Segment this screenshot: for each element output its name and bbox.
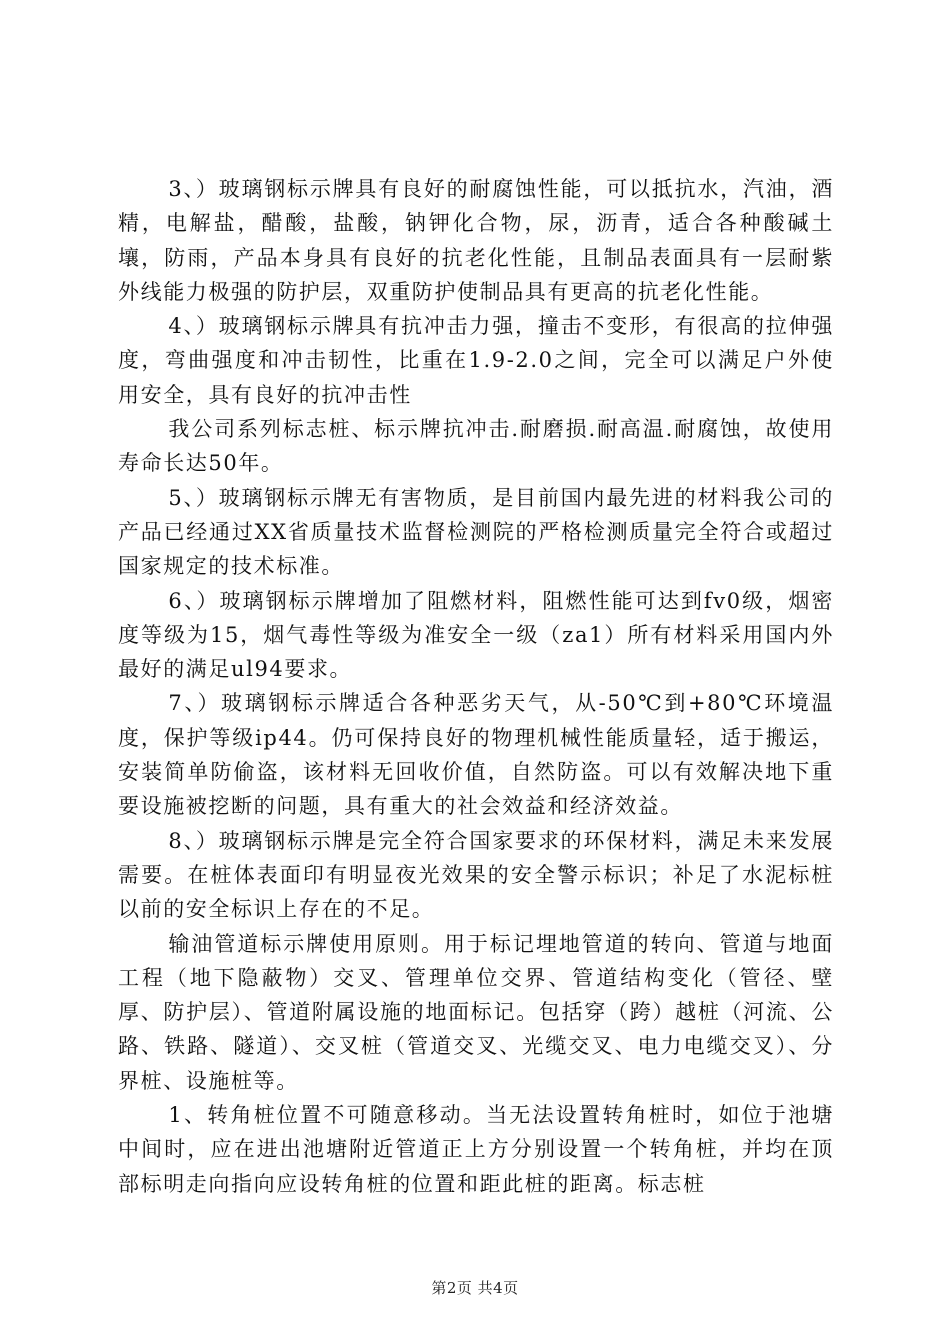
paragraph-7: 7、）玻璃钢标示牌适合各种恶劣天气，从-50℃到+80℃环境温度，保护等级ip44。仍可保持良好的物理机械性能质量轻，适于搬运，安装简单防偷盗，该材料无回收价值，自然防盗。可以有效解决地下重要设施被挖断的问题，具有重大的社会效益和经济效益。 — [118, 691, 834, 819]
paragraph-usage-principles: 输油管道标示牌使用原则。用于标记埋地管道的转向、管道与地面工程（地下隐蔽物）交叉、管理单位交界、管道结构变化（管径、壁厚、防护层）、管道附属设施的地面标记。包括穿（跨）越桩（河流、公路、铁路、隧道）、交叉桩（管道交叉、光缆交叉、电力电缆交叉）、分界桩、设施桩等。 — [118, 931, 834, 1093]
document-body — [118, 172, 834, 1201]
paragraph-corner-pile: 1、转角桩位置不可随意移动。当无法设置转角桩时，如位于池塘中间时，应在进出池塘附近管道正上方分别设置一个转角桩，并均在顶部标明走向指向应设转角桩的位置和距此桩的距离。标志桩 — [118, 1103, 834, 1196]
paragraph-8: 8、）玻璃钢标示牌是完全符合国家要求的环保材料，满足未来发展需要。在桩体表面印有明显夜光效果的安全警示标识；补足了水泥标桩以前的安全标识上存在的不足。 — [118, 828, 834, 922]
paragraph-3: 3、）玻璃钢标示牌具有良好的耐腐蚀性能，可以抵抗水，汽油，酒精，电解盐，醋酸，盐酸，钠钾化合物，尿，沥青，适合各种酸碱土壤，防雨，产品本身具有良好的抗老化性能，且制品表面具有一层耐紫外线能力极强的防护层，双重防护使制品具有更高的抗老化性能。 — [118, 177, 834, 304]
paragraph-company-lifespan: 我公司系列标志桩、标示牌抗冲击.耐磨损.耐高温.耐腐蚀，故使用寿命长达50年。 — [118, 417, 834, 476]
page-footer: 第2页 共4页 — [431, 1279, 519, 1297]
paragraph-6: 6、）玻璃钢标示牌增加了阻燃材料，阻燃性能可达到fv0级，烟密度等级为15，烟气毒性等级为准安全一级（za1）所有材料采用国内外最好的满足ul94要求。 — [118, 588, 834, 682]
paragraph-5: 5、）玻璃钢标示牌无有害物质，是目前国内最先进的材料我公司的产品已经通过XX省质量技术监督检测院的严格检测质量完全符合或超过国家规定的技术标准。 — [118, 485, 834, 579]
paragraph-4: 4、）玻璃钢标示牌具有抗冲击力强，撞击不变形，有很高的拉伸强度，弯曲强度和冲击韧性，比重在1.9-2.0之间，完全可以满足户外使用安全，具有良好的抗冲击性 — [118, 314, 834, 407]
